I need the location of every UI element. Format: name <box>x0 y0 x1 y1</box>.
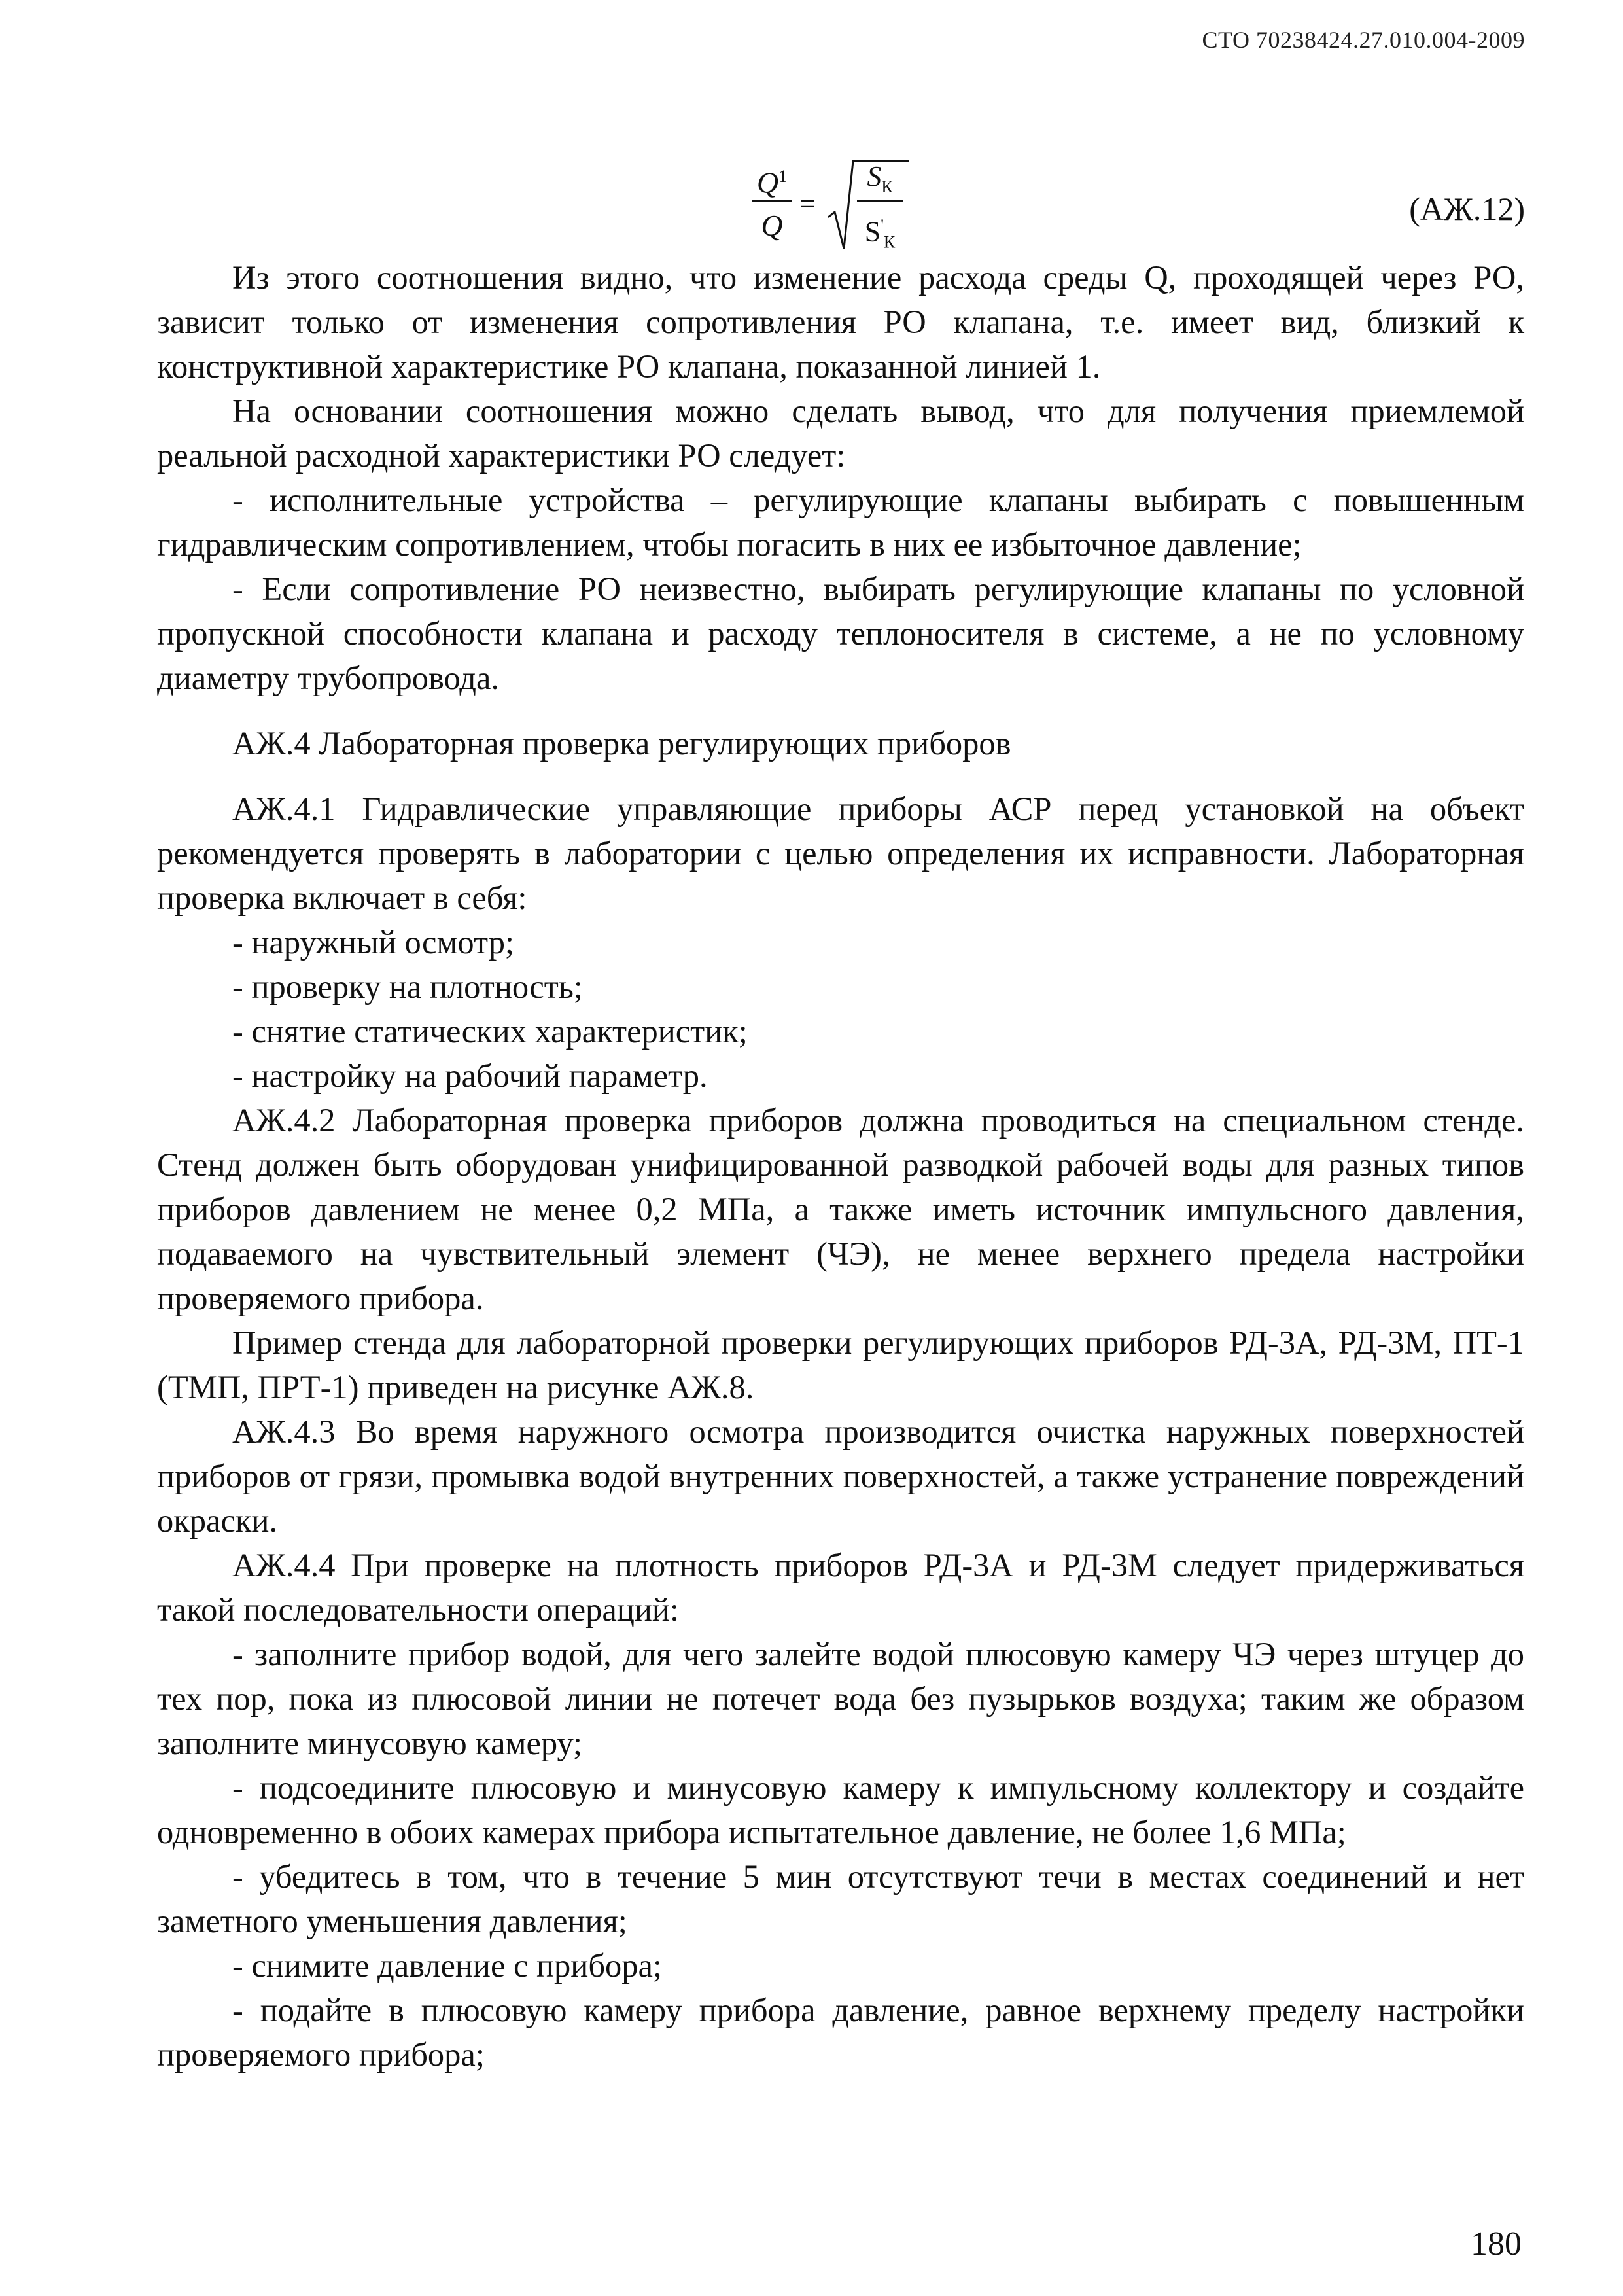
paragraph: АЖ.4.2 Лабораторная проверка приборов должна проводиться на специальном стенде. Стенд должен быть оборудован унифицированной разводкой рабочей воды для разных типов приборов давлением не менее 0,2 МПа, а также иметь источник импульсного давления, подаваемого на чувствительный элемент (ЧЭ), не менее верхнего предела настройки проверяемого прибора. <box>157 1102 1524 1316</box>
paragraph: - убедитесь в том, что в течение 5 мин отсутствуют течи в местах соединений и нет заметного уменьшения давления; <box>157 1858 1524 1939</box>
paragraph: АЖ.4.4 При проверке на плотность приборов РД-3А и РД-3М следует придерживаться такой последовательности операций: <box>157 1547 1524 1628</box>
formula-azh-12 <box>0 157 1623 262</box>
paragraph: - подсоедините плюсовую и минусовую камеру к импульсному коллектору и создайте одновременно в обоих камерах прибора испытательное давление, не более 1,6 МПа; <box>157 1769 1524 1850</box>
paragraph: - проверку на плотность; <box>232 968 583 1005</box>
lhs-fraction <box>752 157 792 245</box>
paragraph: - снимите давление с прибора; <box>232 1947 662 1984</box>
rhs-fraction <box>857 157 903 252</box>
paragraph: - Если сопротивление РО неизвестно, выбирать регулирующие клапаны по условной пропускной способности клапана и расходу теплоносителя в системе, а не по условному диаметру трубопровода. <box>157 571 1524 696</box>
equation-number: (АЖ.12) <box>1409 190 1525 227</box>
paragraph: Из этого соотношения видно, что изменение расхода среды Q, проходящей через РО, зависит только от изменения сопротивления РО клапана, т.е. имеет вид, близкий к конструктивной характеристике РО клапана, показанной линией 1. <box>157 259 1524 385</box>
paragraph: - настройку на рабочий параметр. <box>232 1057 708 1094</box>
rhs-denominator: $S'_К$ <box>864 215 896 252</box>
paragraph: - заполните прибор водой, для чего залейте водой плюсовую камеру ЧЭ через штуцер до тех пор, пока из плюсовой линии не потечет вода без пузырьков воздуха; таким же образом заполните минусовую камеру; <box>157 1636 1524 1761</box>
lhs-denominator: Q <box>761 209 783 242</box>
paragraph: АЖ.4.1 Гидравлические управляющие приборы АСР перед установкой на объект рекомендуется проверять в лаборатории с целью определения их исправности. Лабораторная проверка включает в себя: <box>157 790 1524 916</box>
paragraph: - подайте в плюсовую камеру прибора давление, равное верхнему пределу настройки проверяемого прибора; <box>157 1992 1524 2073</box>
paragraph: - наружный осмотр; <box>232 924 514 961</box>
document-code-header: СТО 70238424.27.010.004-2009 <box>1202 27 1525 53</box>
lhs-numerator: $Q^1$ <box>756 166 788 200</box>
paragraph: Пример стенда для лабораторной проверки регулирующих приборов РД-3А, РД-3М, ПТ-1 (ТМП, ПРТ-1) приведен на рисунке АЖ.8. <box>157 1324 1524 1405</box>
paragraph: На основании соотношения можно сделать вывод, что для получения приемлемой реальной расходной характеристики РО следует: <box>157 393 1524 474</box>
paragraph: - исполнительные устройства – регулирующие клапаны выбирать с повышенным гидравлическим сопротивлением, чтобы погасить в них ее избыточное давление; <box>157 482 1524 563</box>
fraction-bar <box>752 200 792 202</box>
document-body <box>157 255 1524 2077</box>
equals-sign: = <box>799 188 816 220</box>
fraction-bar <box>857 200 903 202</box>
section-heading: АЖ.4 Лабораторная проверка регулирующих приборов <box>232 725 1011 762</box>
paragraph: - снятие статических характеристик; <box>232 1013 748 1050</box>
page-number: 180 <box>1471 2225 1522 2263</box>
paragraph: АЖ.4.3 Во время наружного осмотра производится очистка наружных поверхностей приборов от грязи, промывка водой внутренних поверхностей, а также устранение повреждений окраски. <box>157 1413 1524 1539</box>
rhs-numerator: $S_К$ <box>867 160 893 196</box>
